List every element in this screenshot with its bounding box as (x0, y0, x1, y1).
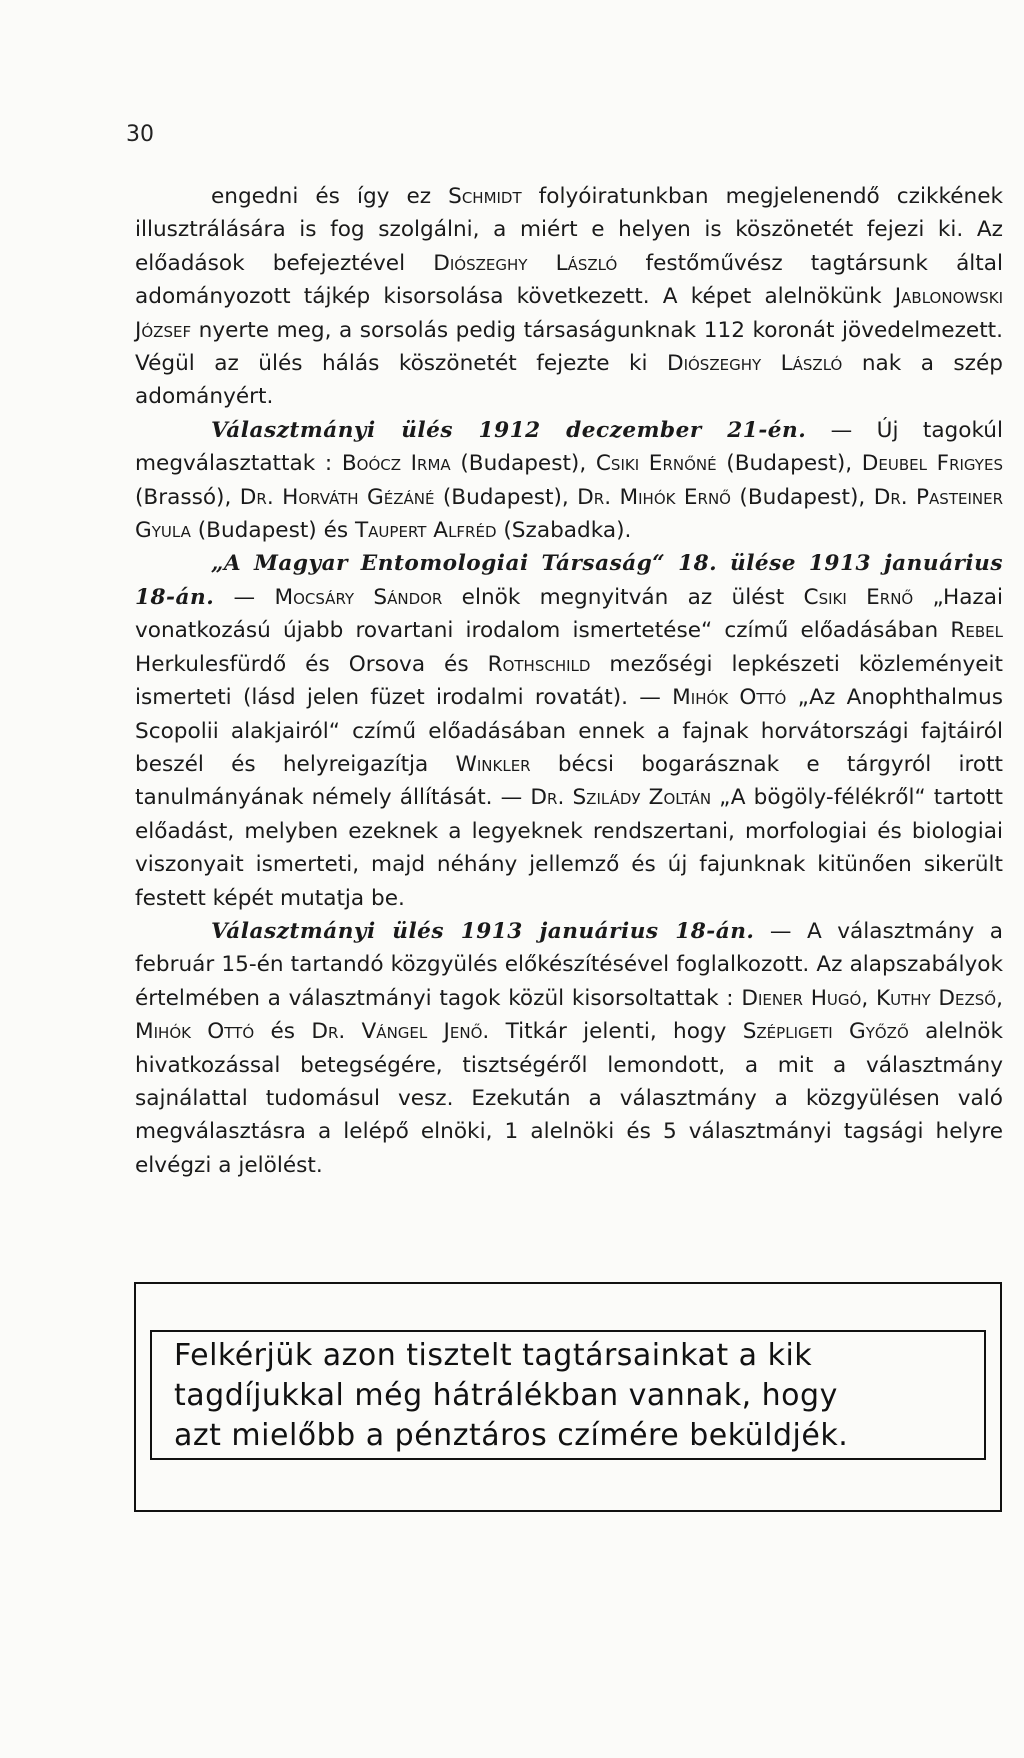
text-run: (Budapest) és (190, 518, 355, 544)
notice-line-1: Felkérjük azon tisztelt tagtársainkat a kik (174, 1338, 813, 1373)
article-body (135, 180, 1003, 1182)
text-run: — Új tagokúl megválasztattak : (135, 417, 1003, 477)
text-run: (Budapest), (450, 451, 596, 477)
section-heading: „A Magyar Entomologiai Társaság“ 18. ülése 1913 januárius 18-án. (135, 551, 1003, 610)
text-run: „A bögöly-félékről“ tartott előadást, melyben ezeknek a legyeknek rendszertani, morfologiai és biologiai viszonyait ismerteti, majd néhány jellemző és új fajunknak kitünően sikerült festett képét mutatja be. (135, 785, 1003, 911)
paragraph-4 (135, 915, 1003, 1182)
text-run: . Titkár jelenti, hogy (482, 1019, 743, 1045)
text-run: (Budapest), (434, 484, 578, 510)
person-name: Diószeghy László (666, 351, 843, 377)
section-heading: Választmányi ülés 1912 deczember 21-én. (211, 417, 807, 443)
notice-line-3: azt mielőbb a pénztáros czímére beküldjék. (174, 1418, 849, 1453)
notice-frame (134, 1282, 1002, 1512)
person-name: Jablonowski József (135, 284, 1003, 343)
text-run: — (214, 584, 275, 610)
person-name: Rebel (950, 618, 1003, 644)
text-run: nak a szép adományért. (135, 351, 1003, 410)
person-name: Csiki Ernő (803, 584, 914, 610)
section-heading: Választmányi ülés 1913 januárius 18-án. (211, 918, 755, 944)
person-name: Mihók Ottó (672, 685, 787, 711)
text-run: engedni és így ez (211, 184, 449, 209)
text-run: „Hazai vonatkozású újabb rovartani irodalom ismertetése“ czímű előadásában (135, 584, 1004, 644)
text-run: „Az Anophthalmus Scopolii alakjairól“ czímű előadásában ennek a fajnak horvátországi fajtáiról beszél és helyreigazítja (135, 685, 1003, 777)
page-number: 30 (126, 122, 154, 147)
person-name: Taupert Alfréd (354, 518, 497, 544)
text-run: folyóiratunkban megjelenendő czikkének illusztrálására is fog szolgálni, a miért e helyen is köszönetét fejezi ki. Az előadások befejeztével (135, 184, 1003, 276)
text-run: alelnök hivatkozással betegségére, tisztségéről lemondott, a mit a választmány sajnálattal tudomásul vesz. Ezekután a választmány a közgyülésen való megválasztásra a lelépő elnöki, 1 alelnöki és 5 választmányi tagsági helyre elvégzi a jelölést. (135, 1019, 1003, 1178)
paragraph-2 (135, 414, 1003, 548)
person-name: Mihók Ottó (135, 1019, 255, 1045)
text-run: (Budapest), (716, 451, 862, 477)
person-name: Diener Hugó (741, 985, 862, 1011)
person-name: Dr. Vángel Jenő (311, 1019, 483, 1045)
text-run: Herkulesfürdő és Orsova és (135, 651, 488, 677)
text-run: (Budapest), (730, 484, 874, 510)
paragraph-3 (135, 547, 1003, 914)
person-name: Boócz Irma (341, 451, 451, 477)
text-run: elnök megnyitván az ülést (442, 584, 804, 610)
text-run: mezőségi lepkészeti közleményeit ismerteti (lásd jelen füzet irodalmi rovatát). — (135, 651, 1003, 711)
text-run: , (996, 985, 1003, 1011)
person-name: Mocsáry Sándor (274, 584, 443, 610)
text-run: bécsi bogarásznak e tárgyról irott tanulmányának némely állítását. — (135, 751, 1003, 811)
person-name: Diószeghy László (433, 250, 618, 276)
person-name: Deubel Frigyes (861, 451, 1003, 477)
person-name: Winkler (455, 751, 531, 777)
text-run: (Szabadka). (496, 518, 632, 544)
person-name: Kuthy Dezső (875, 985, 997, 1011)
person-name: Dr. Pasteiner Gyula (135, 484, 1004, 544)
paragraph-1 (135, 180, 1003, 414)
text-run: — A választmány a február 15-én tartandó közgyülés előkészítésével foglalkozott. Az alapszabályok értelmében a választmányi tagok közül kisorsoltattak : (135, 918, 1003, 1011)
text-run: , (861, 985, 876, 1011)
text-run: (Brassó), (135, 484, 240, 510)
notice-box (150, 1330, 986, 1460)
person-name: Dr. Mihók Ernő (577, 484, 731, 510)
person-name: Dr. Sziládу Zoltán (530, 785, 712, 811)
text-run: nyerte meg, a sorsolás pedig társaságunknak 112 koronát jövedelmezett. Végül az ülés hálás köszönetét fejezte ki (135, 317, 1003, 377)
person-name: Rothschild (487, 651, 591, 677)
person-name: Schmidt (448, 184, 522, 209)
text-run: és (254, 1019, 312, 1045)
person-name: Csiki Ernőné (595, 451, 717, 477)
person-name: Dr. Horváth Gézáné (239, 484, 435, 510)
notice-line-2: tagdíjukkal még hátrálékban vannak, hogy (174, 1378, 838, 1413)
person-name: Szépligeti Győző (742, 1019, 909, 1045)
text-run: festőművész tagtársunk által adományozott tájkép kisorsolása következett. A képet alelnökünk (135, 250, 1003, 310)
notice-text (174, 1336, 974, 1456)
